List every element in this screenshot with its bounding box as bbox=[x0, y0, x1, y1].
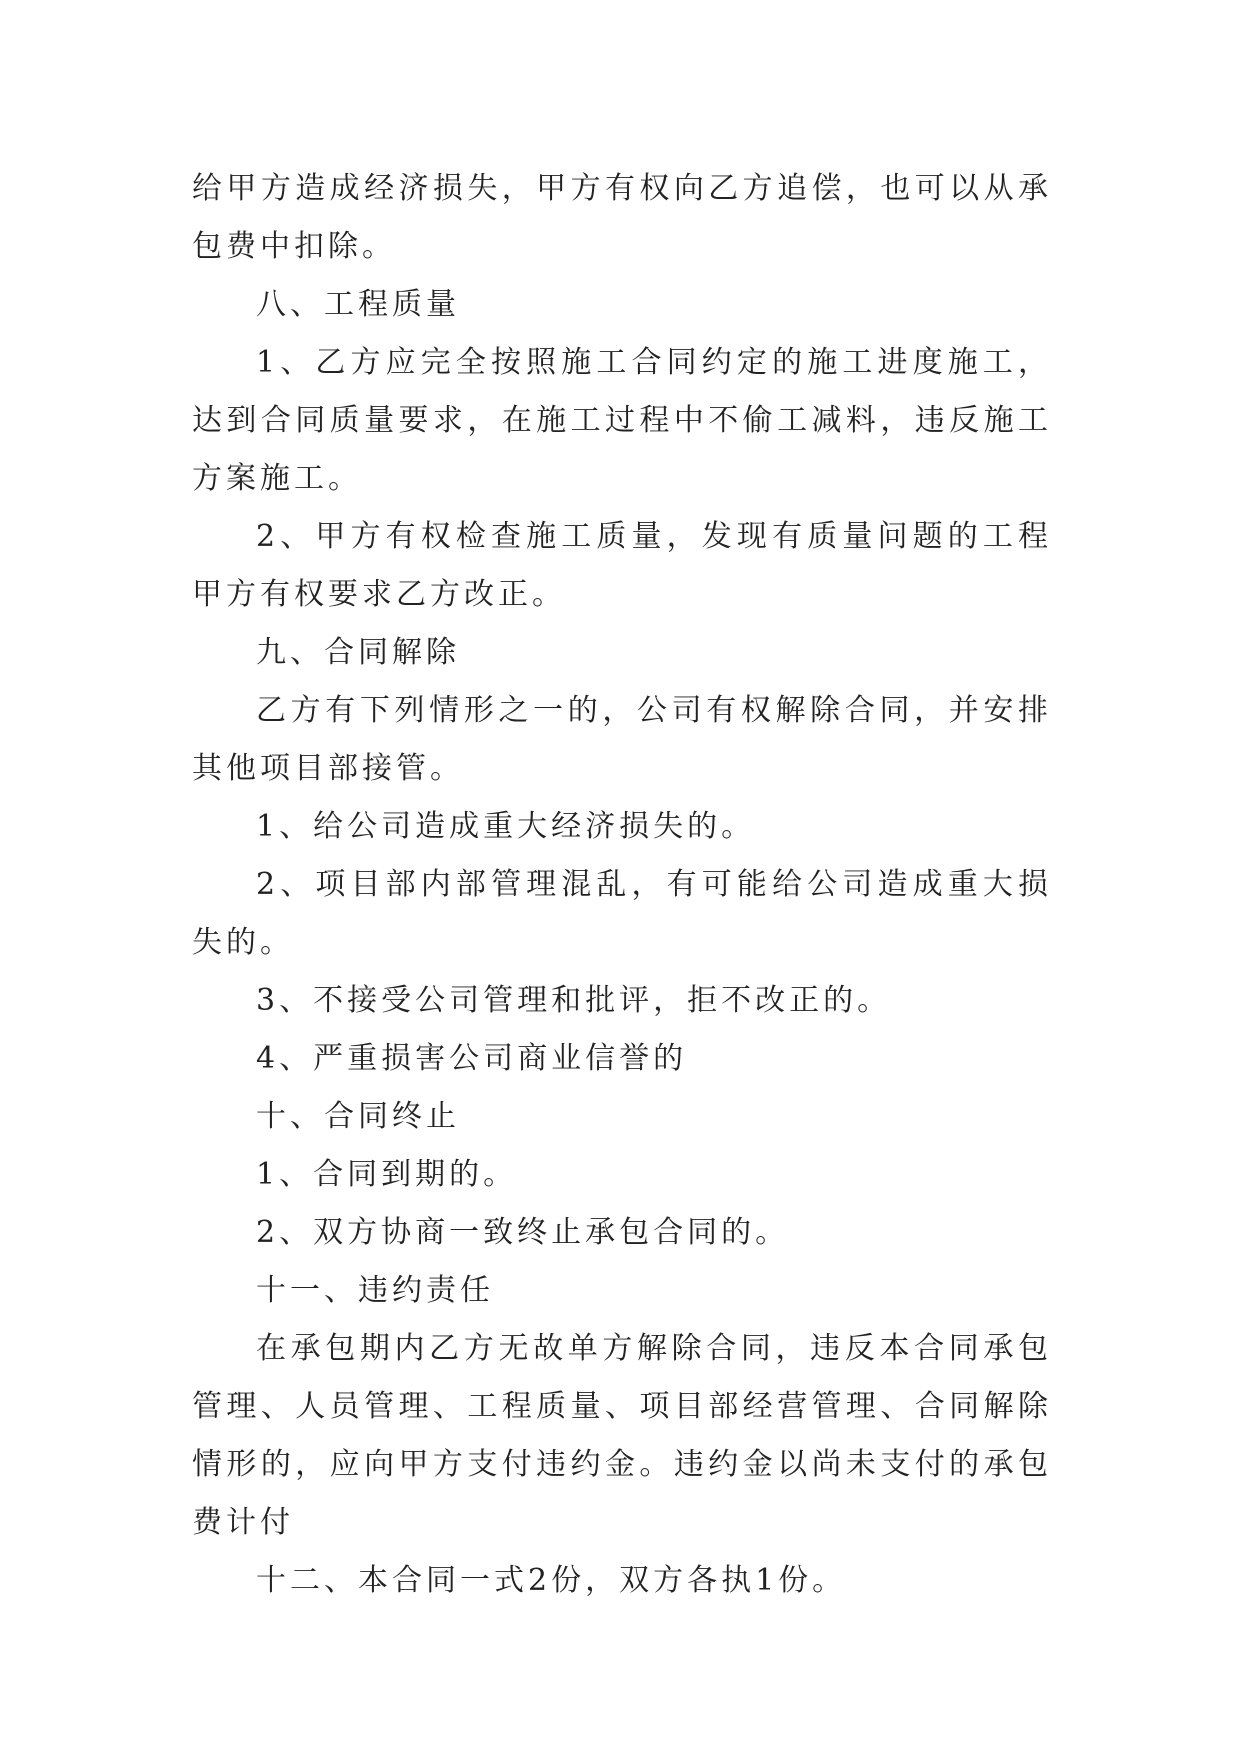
section-heading-11: 十一、违约责任 bbox=[256, 1273, 494, 1308]
clause-9-1: 1、给公司造成重大经济损失的。 bbox=[256, 809, 756, 844]
section-heading-8: 八、工程质量 bbox=[256, 287, 460, 322]
clause-9-4: 4、严重损害公司商业信誉的 bbox=[256, 1041, 688, 1076]
document-page bbox=[192, 160, 1052, 1610]
section-heading-10: 十、合同终止 bbox=[256, 1099, 460, 1134]
clause-9-intro: 乙方有下列情形之一的，公司有权解除合同，并安排其他项目部接管。 bbox=[192, 693, 1052, 786]
clause-8-2: 2、甲方有权检查施工质量，发现有质量问题的工程甲方有权要求乙方改正。 bbox=[192, 519, 1052, 612]
clause-10-2: 2、双方协商一致终止承包合同的。 bbox=[256, 1215, 790, 1250]
clause-11-body: 在承包期内乙方无故单方解除合同，违反本合同承包管理、人员管理、工程质量、项目部经营管理、合同解除情形的，应向甲方支付违约金。违约金以尚未支付的承包费计付 bbox=[192, 1331, 1052, 1540]
paragraph-continuation: 给甲方造成经济损失，甲方有权向乙方追偿，也可以从承包费中扣除。 bbox=[192, 171, 1052, 264]
section-heading-12: 十二、本合同一式2份，双方各执1份。 bbox=[256, 1563, 847, 1598]
section-heading-9: 九、合同解除 bbox=[256, 635, 460, 670]
clause-9-3: 3、不接受公司管理和批评，拒不改正的。 bbox=[256, 983, 892, 1018]
clause-8-1: 1、乙方应完全按照施工合同约定的施工进度施工，达到合同质量要求，在施工过程中不偷工减料，违反施工方案施工。 bbox=[192, 345, 1052, 496]
clause-9-2: 2、项目部内部管理混乱，有可能给公司造成重大损失的。 bbox=[192, 867, 1052, 960]
clause-10-1: 1、合同到期的。 bbox=[256, 1157, 518, 1192]
